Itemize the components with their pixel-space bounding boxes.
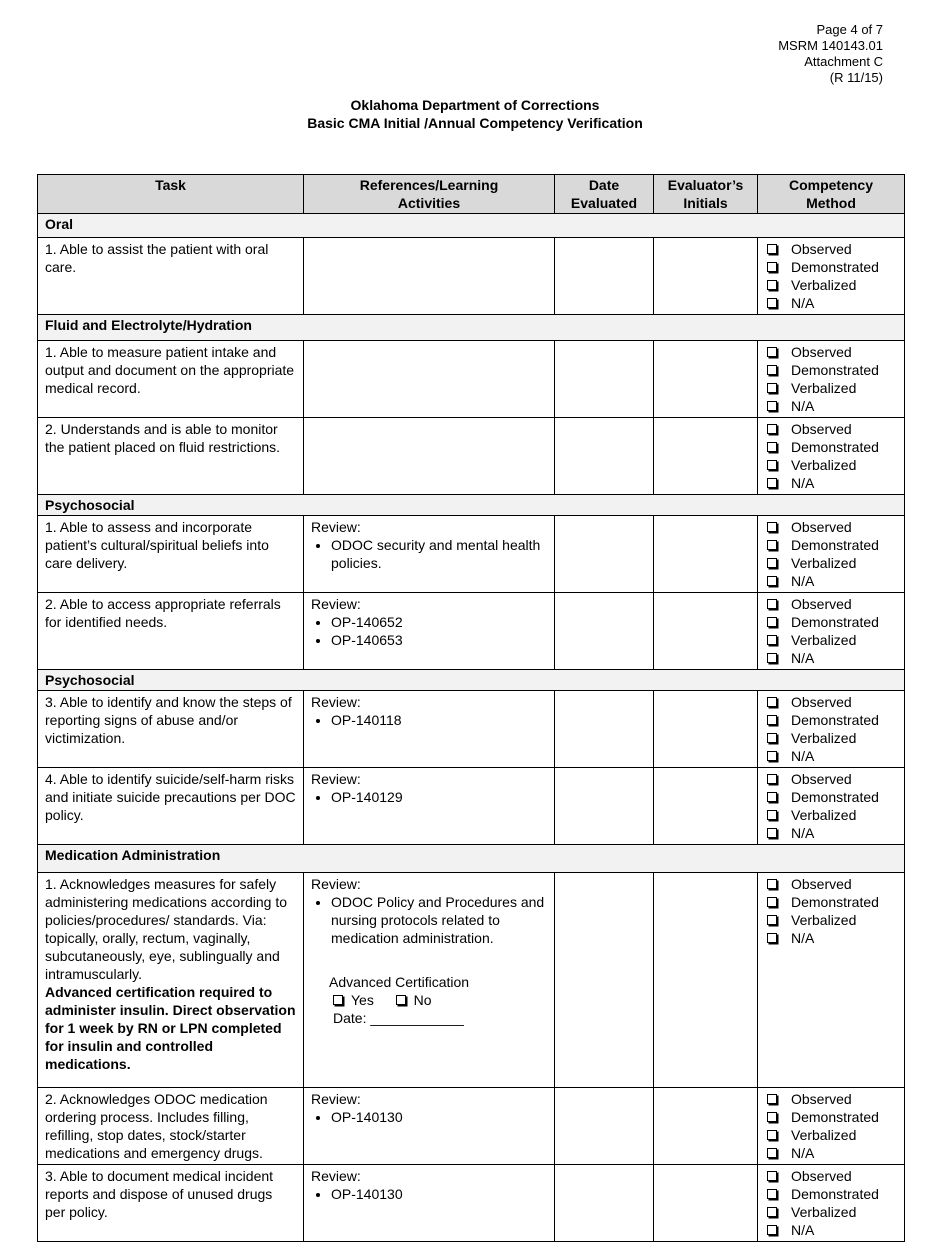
table-row [38, 516, 905, 593]
no-checkbox[interactable] [396, 995, 406, 1005]
method-label: Verbalized [791, 555, 857, 571]
method-options [765, 693, 897, 765]
method-label: Observed [791, 344, 852, 360]
attachment-label: Attachment C [804, 54, 883, 69]
section-row [38, 670, 905, 691]
date-cell[interactable] [555, 1088, 654, 1165]
table-row [38, 238, 905, 315]
method-label: Observed [791, 1168, 852, 1184]
method-option-na[interactable] [765, 929, 897, 947]
method-label: Verbalized [791, 380, 857, 396]
checkbox-icon[interactable] [767, 1148, 777, 1158]
method-option-verbalized[interactable] [765, 554, 897, 572]
method-options [765, 770, 897, 842]
method-label: Observed [791, 519, 852, 535]
method-option-verbalized[interactable] [765, 631, 897, 649]
method-options [765, 595, 897, 667]
review-label: Review: [311, 519, 361, 535]
task-cell: 4. Able to identify suicide/self-harm risks and initiate suicide precautions per DOC policy. [38, 768, 304, 845]
method-label: Demonstrated [791, 259, 879, 275]
method-option-demonstrated[interactable] [765, 536, 897, 554]
certification-date[interactable]: Date: ____________ [333, 1010, 464, 1026]
checkbox-icon[interactable] [767, 751, 777, 761]
method-cell [758, 768, 905, 845]
method-option-demonstrated[interactable] [765, 1185, 897, 1203]
initials-cell[interactable] [654, 418, 758, 495]
checkbox-icon[interactable] [767, 365, 777, 375]
task-cell: 1. Able to assess and incorporate patient’s cultural/spiritual beliefs into care delivery. [38, 516, 304, 593]
method-label: N/A [791, 1222, 815, 1238]
date-cell[interactable] [555, 341, 654, 418]
method-label: Verbalized [791, 912, 857, 928]
task-cell: 3. Able to document medical incident reports and dispose of unused drugs per policy. [38, 1165, 304, 1242]
method-option-na[interactable] [765, 572, 897, 590]
method-cell [758, 873, 905, 1088]
checkbox-icon[interactable] [767, 262, 777, 272]
task-cell: 2. Understands and is able to monitor the patient placed on fluid restrictions. [38, 418, 304, 495]
method-label: Demonstrated [791, 1186, 879, 1202]
task-cell: 2. Acknowledges ODOC medication ordering process. Includes filling, refilling, stop dates, stock/starter medications and emergency drugs. [38, 1088, 304, 1165]
method-label: N/A [791, 930, 815, 946]
method-option-verbalized[interactable] [765, 379, 897, 397]
method-label: Verbalized [791, 632, 857, 648]
method-label: Demonstrated [791, 712, 879, 728]
method-cell [758, 238, 905, 315]
method-option-observed[interactable] [765, 1090, 897, 1108]
table-row [38, 341, 905, 418]
initials-cell[interactable] [654, 873, 758, 1088]
method-option-observed[interactable] [765, 518, 897, 536]
method-option-demonstrated[interactable] [765, 788, 897, 806]
checkbox-icon[interactable] [767, 653, 777, 663]
method-label: Observed [791, 421, 852, 437]
method-label: Verbalized [791, 807, 857, 823]
document-header [778, 22, 883, 86]
reference-item: • OP-140653 [331, 631, 547, 649]
reference-item: • OP-140118 [331, 711, 547, 729]
method-label: Observed [791, 876, 852, 892]
method-option-verbalized[interactable] [765, 911, 897, 929]
method-option-demonstrated[interactable] [765, 893, 897, 911]
checkbox-icon[interactable] [767, 401, 777, 411]
column-method: Competency Method [758, 175, 905, 214]
method-options [765, 343, 897, 415]
checkbox-icon[interactable] [767, 1189, 777, 1199]
date-cell[interactable] [555, 768, 654, 845]
checkbox-icon[interactable] [767, 576, 777, 586]
checkbox-icon[interactable] [767, 599, 777, 609]
date-cell[interactable] [555, 516, 654, 593]
task-bold-text: Advanced certification required to administer insulin. Direct observation for 1 week by RN or LPN completed for insulin and controlled medications. [45, 984, 296, 1072]
method-cell [758, 516, 905, 593]
method-label: Demonstrated [791, 789, 879, 805]
method-label: N/A [791, 748, 815, 764]
checkbox-icon[interactable] [767, 715, 777, 725]
checkbox-icon[interactable] [767, 828, 777, 838]
method-label: N/A [791, 475, 815, 491]
initials-cell[interactable] [654, 341, 758, 418]
reference-cell [304, 593, 555, 670]
method-label: N/A [791, 295, 815, 311]
method-option-observed[interactable] [765, 420, 897, 438]
method-label: N/A [791, 1145, 815, 1161]
reference-item: • ODOC Policy and Procedures and nursing protocols related to medication administration. [331, 893, 547, 947]
method-label: Verbalized [791, 1204, 857, 1220]
date-cell[interactable] [555, 238, 654, 315]
method-options [765, 875, 897, 947]
method-option-demonstrated[interactable] [765, 438, 897, 456]
table-row [38, 873, 905, 1088]
method-label: Observed [791, 694, 852, 710]
method-option-na[interactable] [765, 397, 897, 415]
table-row [38, 418, 905, 495]
method-option-observed[interactable] [765, 343, 897, 361]
section-row [38, 495, 905, 516]
page-title [0, 96, 950, 132]
checkbox-icon[interactable] [767, 879, 777, 889]
method-option-verbalized[interactable] [765, 806, 897, 824]
checkbox-icon[interactable] [767, 810, 777, 820]
method-label: Verbalized [791, 730, 857, 746]
yes-checkbox[interactable] [333, 995, 343, 1005]
checkbox-icon[interactable] [767, 1225, 777, 1235]
reference-cell [304, 1088, 555, 1165]
reference-cell [304, 691, 555, 768]
reference-cell [304, 418, 555, 495]
column-evaluator: Evaluator’s Initials [654, 175, 758, 214]
review-label: Review: [311, 771, 361, 787]
method-option-demonstrated[interactable] [765, 258, 897, 276]
review-label: Review: [311, 876, 361, 892]
section-psychosocial: Psychosocial [38, 495, 905, 516]
method-label: N/A [791, 825, 815, 841]
section-row [38, 214, 905, 238]
method-label: Verbalized [791, 1127, 857, 1143]
task-cell [38, 873, 304, 1088]
reference-item: • ODOC security and mental health policies. [331, 536, 547, 572]
method-cell [758, 341, 905, 418]
initials-cell[interactable] [654, 1088, 758, 1165]
method-option-demonstrated[interactable] [765, 711, 897, 729]
method-option-verbalized[interactable] [765, 456, 897, 474]
task-cell: 3. Able to identify and know the steps of reporting signs of abuse and/or victimization. [38, 691, 304, 768]
method-cell [758, 1088, 905, 1165]
method-option-observed[interactable] [765, 693, 897, 711]
checkbox-icon[interactable] [767, 298, 777, 308]
table-header-row [38, 175, 905, 214]
checkbox-icon[interactable] [767, 1207, 777, 1217]
checkbox-icon[interactable] [767, 933, 777, 943]
advanced-certification-label: Advanced Certification [329, 974, 470, 990]
no-label: No [413, 992, 432, 1008]
method-label: Demonstrated [791, 362, 879, 378]
yes-label: Yes [351, 992, 374, 1008]
method-cell [758, 691, 905, 768]
checkbox-icon[interactable] [767, 347, 777, 357]
section-psychosocial-2: Psychosocial [38, 670, 905, 691]
section-row [38, 845, 905, 873]
method-option-observed[interactable] [765, 595, 897, 613]
method-label: N/A [791, 650, 815, 666]
checkbox-icon[interactable] [767, 733, 777, 743]
checkbox-icon[interactable] [767, 280, 777, 290]
method-option-na[interactable] [765, 824, 897, 842]
column-references: References/Learning Activities [304, 175, 555, 214]
checkbox-icon[interactable] [767, 478, 777, 488]
method-option-verbalized[interactable] [765, 1203, 897, 1221]
title-line-1: Oklahoma Department of Corrections [350, 97, 600, 113]
method-option-demonstrated[interactable] [765, 1108, 897, 1126]
date-cell[interactable] [555, 593, 654, 670]
checkbox-icon[interactable] [767, 1094, 777, 1104]
reference-cell [304, 238, 555, 315]
initials-cell[interactable] [654, 593, 758, 670]
checkbox-icon[interactable] [767, 558, 777, 568]
checkbox-icon[interactable] [767, 1112, 777, 1122]
checkbox-icon[interactable] [767, 1171, 777, 1181]
checkbox-icon[interactable] [767, 1130, 777, 1140]
method-label: Observed [791, 1091, 852, 1107]
initials-cell[interactable] [654, 516, 758, 593]
reference-item: • OP-140130 [331, 1108, 547, 1126]
method-option-na[interactable] [765, 1221, 897, 1239]
section-row [38, 315, 905, 341]
column-date: Date Evaluated [555, 175, 654, 214]
section-medication: Medication Administration [38, 845, 905, 873]
method-option-observed[interactable] [765, 1167, 897, 1185]
method-option-demonstrated[interactable] [765, 613, 897, 631]
date-cell[interactable] [555, 418, 654, 495]
method-option-observed[interactable] [765, 240, 897, 258]
method-option-verbalized[interactable] [765, 1126, 897, 1144]
advanced-certification [329, 973, 547, 1027]
reference-cell [304, 516, 555, 593]
initials-cell[interactable] [654, 691, 758, 768]
checkbox-icon[interactable] [767, 522, 777, 532]
method-option-observed[interactable] [765, 770, 897, 788]
table-row [38, 768, 905, 845]
checkbox-icon[interactable] [767, 617, 777, 627]
method-cell [758, 593, 905, 670]
date-cell[interactable] [555, 691, 654, 768]
checkbox-icon[interactable] [767, 774, 777, 784]
checkbox-icon[interactable] [767, 442, 777, 452]
column-task: Task [38, 175, 304, 214]
method-label: Verbalized [791, 457, 857, 473]
method-label: N/A [791, 573, 815, 589]
method-label: Observed [791, 771, 852, 787]
checkbox-icon[interactable] [767, 424, 777, 434]
method-options [765, 240, 897, 312]
method-label: Observed [791, 241, 852, 257]
review-label: Review: [311, 1168, 361, 1184]
method-label: Observed [791, 596, 852, 612]
method-options [765, 1090, 897, 1162]
reference-cell [304, 873, 555, 1088]
method-option-na[interactable] [765, 649, 897, 667]
method-option-observed[interactable] [765, 875, 897, 893]
section-oral: Oral [38, 214, 905, 238]
competency-table [37, 174, 905, 1242]
checkbox-icon[interactable] [767, 635, 777, 645]
revision-label: (R 11/15) [829, 70, 883, 85]
method-options [765, 420, 897, 492]
task-cell: 2. Able to access appropriate referrals for identified needs. [38, 593, 304, 670]
task-cell: 1. Able to assist the patient with oral care. [38, 238, 304, 315]
checkbox-icon[interactable] [767, 244, 777, 254]
table-row [38, 1088, 905, 1165]
reference-item: • OP-140130 [331, 1185, 547, 1203]
checkbox-icon[interactable] [767, 915, 777, 925]
method-label: Demonstrated [791, 614, 879, 630]
task-cell: 1. Able to measure patient intake and output and document on the appropriate medical record. [38, 341, 304, 418]
method-label: Verbalized [791, 277, 857, 293]
checkbox-icon[interactable] [767, 540, 777, 550]
review-label: Review: [311, 694, 361, 710]
initials-cell[interactable] [654, 238, 758, 315]
method-label: Demonstrated [791, 537, 879, 553]
method-option-verbalized[interactable] [765, 729, 897, 747]
task-text: 1. Acknowledges measures for safely administering medications according to policies/procedures/ standards. Via: topically, orally, rectum, vaginally, subcutaneously, eye, sublingually and intramuscularly. [45, 876, 288, 982]
reference-item: • OP-140129 [331, 788, 547, 806]
method-option-na[interactable] [765, 294, 897, 312]
table-row [38, 593, 905, 670]
title-line-2: Basic CMA Initial /Annual Competency Verification [307, 115, 643, 131]
initials-cell[interactable] [654, 768, 758, 845]
method-option-verbalized[interactable] [765, 276, 897, 294]
method-option-na[interactable] [765, 1144, 897, 1162]
review-label: Review: [311, 596, 361, 612]
checkbox-icon[interactable] [767, 792, 777, 802]
method-option-demonstrated[interactable] [765, 361, 897, 379]
checkbox-icon[interactable] [767, 697, 777, 707]
method-label: Demonstrated [791, 1109, 879, 1125]
reference-cell [304, 768, 555, 845]
page-number: Page 4 of 7 [816, 22, 883, 37]
checkbox-icon[interactable] [767, 460, 777, 470]
method-label: Demonstrated [791, 894, 879, 910]
reference-cell [304, 341, 555, 418]
method-options [765, 518, 897, 590]
review-label: Review: [311, 1091, 361, 1107]
table-row [38, 691, 905, 768]
checkbox-icon[interactable] [767, 897, 777, 907]
method-label: Demonstrated [791, 439, 879, 455]
method-label: N/A [791, 398, 815, 414]
method-options [765, 1167, 897, 1239]
date-cell[interactable] [555, 873, 654, 1088]
section-fluid: Fluid and Electrolyte/Hydration [38, 315, 905, 341]
checkbox-icon[interactable] [767, 383, 777, 393]
method-cell [758, 418, 905, 495]
method-option-na[interactable] [765, 747, 897, 765]
document-code: MSRM 140143.01 [778, 38, 883, 53]
reference-item: • OP-140652 [331, 613, 547, 631]
method-option-na[interactable] [765, 474, 897, 492]
